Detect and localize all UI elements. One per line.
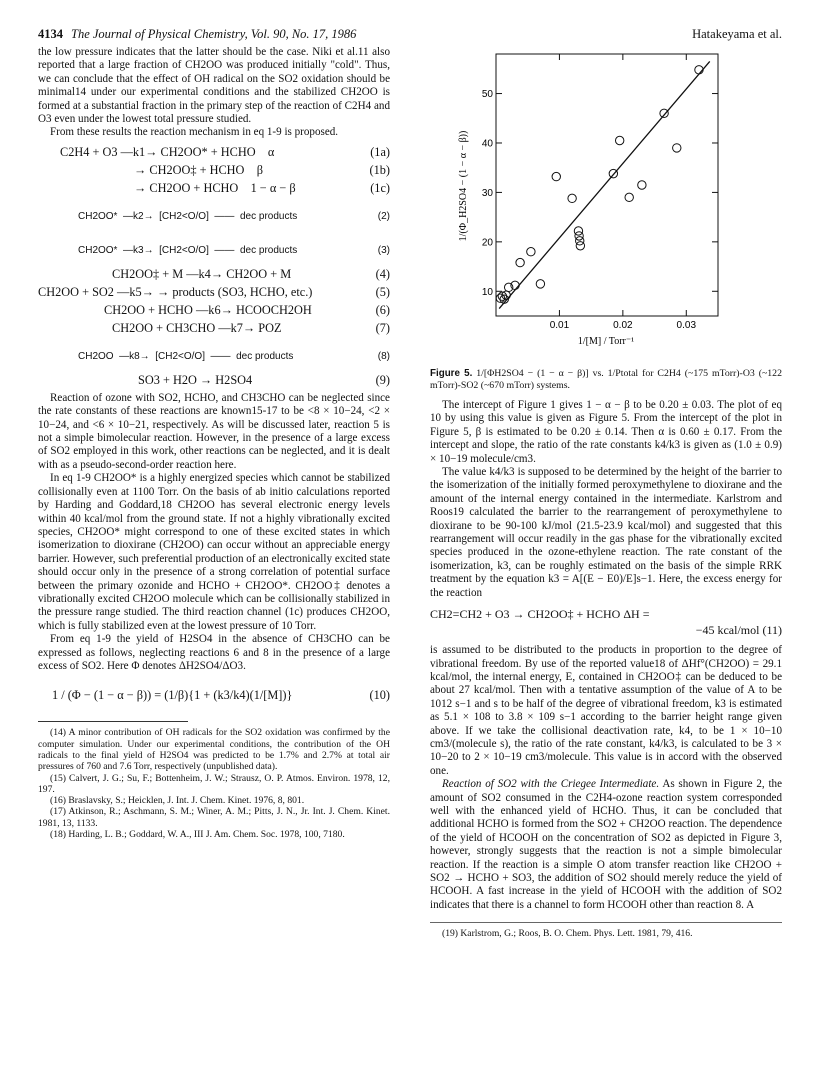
left-paragraph-1: the low pressure indicates that the latter should be the case. Niki et al.11 also reported that a large fraction of CH2OO was produced initially "cold". Thus, we can conclude that the effect of OH radical on the SO2 oxidation should be minimal14 under our experimental conditions and the stabilized CH2OO is formed at a substantial fraction in the primary step of the reaction of C2H4 and O3 even under the lowest total pressure studied. [38,46,390,126]
data-point [638,181,646,189]
y-tick-label: 20 [481,237,493,249]
header-authors: Hatakeyama et al. [692,27,782,41]
data-point [516,258,524,266]
figure-5-caption [430,368,782,391]
figure-5-plot [430,46,782,364]
y-axis-label: 1/(Φ_H2SO4 − (1 − α − β)) [458,130,469,242]
data-point [552,172,560,180]
footnote-rule [38,721,188,722]
footnote-16: (16) Braslavsky, S.; Heicklen, J. Int. J. Chem. Kinet. 1976, 8, 801. [50,795,305,807]
fit-line [499,61,710,308]
equation-9: SO3 + H2O → H2SO4 (9) [138,372,390,387]
figure-5-chart [430,46,782,364]
right-column [430,46,782,940]
right-paragraph-3: is assumed to be distributed to the products in proportion to the degree of vibrational freedom. By use of the reported value18 of ΔHf°(CH2OO) = 29.1 kcal/mol, the internal energy, E, contained in CH2OO‡ can be deduced to be about 27 kcal/mol. Then with a tentative assumption of the value of A to be 1012 s−1 and s to be half of the degree of vibrational freedom, k3 is estimated as 5.1 × 108 to 3.8 × 109 s−1 according to the barrier height range given above. If we take the collisional deactivation rate, k4, to be 1 × 10−10 cm3/(molecule s), the ratio of the rate constant, k4/k3, is calculated to be 3 × 10−20 to 2 × 10−19 cm3/molecule. This value is in accord with the observed one. [430,644,782,777]
left-paragraph-4: In eq 1-9 CH2OO* is a highly energized species which cannot be stabilized collisionally even at 1100 Torr. On the basis of ab initio calculations reported by Harding and Goddard,18 CH2OO has several electronic energy levels within 40 kcal/mol from the ground state. If not a highly vibrationally excited species, CH2OO* might correspond to one of these excited states in which isomerization to dioxirane (CH2OO) can occur without an appreciable energy barrier. However, such preferential production of an electronically excited state should occur only in the presence of a strong correlation of potential surface between the primary ozonide and HCHO + CH2OO*. CH2OO‡ denotes a vibrationally excited CH2OO molecule which can be collisionally stabilized in the pressure range studied. The third reaction channel (1c) produces CH2OO, which is fully stabilized even at the lowest pressure of 10 Torr. [38,472,390,632]
equation-3: CH2OO* —k3→ [CH2<O/O] —— dec products (3) [78,245,390,257]
equation-10: 1 / (Φ − (1 − α − β)) = (1/β){1 + (k3/k4)(1/[M])} (10) [52,687,390,702]
journal-citation: The Journal of Physical Chemistry, Vol. 90, No. 17, 1986 [71,27,357,41]
equation-1a: C2H4 + O3 —k1→ CH2OO* + HCHO α (1a) [60,144,390,159]
data-point [673,144,681,152]
right-paragraph-2: The value k4/k3 is supposed to be determined by the height of the barrier to the isomerization of the initially formed peroxymethylene to dioxirane and the amount of the internal energy contained in the intermediate. Karlstrom and Roos19 calculated the barrier to the rearrangement of peroxymethylene to dioxirane to be 90-100 kJ/mol (21.5-23.9 kcal/mol) and suggested that this rearrangement will occur readily in the gas phase for the vibrationally excited species produced in the ozone-ethylene reaction. The rate constant of the isomerization, k3, can be roughly estimated on the basis of the simple RRK treatment by the equation k3 = A[(E − E0)/E]s−1. Here, the excess energy for the reaction [430,466,782,599]
left-paragraph-3: Reaction of ozone with SO2, HCHO, and CH3CHO can be neglected since the rate constants of these reactions are known15-17 to be <8 × 10−24, <2 × 10−24, and <6 × 10−21, respectively. As will be discussed later, reaction 5 is not a simple bimolecular reaction. However, in the presence of a large excess of SO2 employed in this work, other reactions can be neglected, and it is dealt with as a pseudo-second-order reaction here. [38,391,390,471]
data-point [576,242,584,250]
left-paragraph-2: From these results the reaction mechanism in eq 1-9 is proposed. [50,126,339,139]
footnote-19: (19) Karlstrom, G.; Roos, B. O. Chem. Phys. Lett. 1981, 79, 416. [442,928,693,940]
equation-4: CH2OO‡ + M —k4→ CH2OO + M (4) [112,266,390,281]
equation-5: CH2OO + SO2 —k5→ → products (SO3, HCHO, etc.) (5) [38,284,390,299]
footnote-17: (17) Atkinson, R.; Aschmann, S. M.; Winer, A. M.; Pitts, J. N., Jr. Int. J. Chem. Kinet. 1981, 13, 1133. [38,806,390,829]
reaction-scheme [38,146,390,392]
y-tick-label: 40 [481,138,493,150]
y-tick-label: 30 [481,187,493,199]
left-column [38,46,390,840]
footnote-15: (15) Calvert, J. G.; Su, F.; Bottenheim, J. W.; Strausz, O. P. Atmos. Environ. 1978, 12, 197. [38,772,390,795]
data-point [527,248,535,256]
footnote-18: (18) Harding, L. B.; Goddard, W. A., III J. Am. Chem. Soc. 1978, 100, 7180. [50,829,345,841]
equation-1b: → CH2OO‡ + HCHO β (1b) [134,162,390,177]
x-axis-label: 1/[M] / Torr⁻¹ [577,336,635,347]
x-tick-label: 0.02 [613,320,633,331]
x-tick-label: 0.01 [549,320,570,331]
footnote-14: (14) A minor contribution of OH radicals for the SO2 oxidation was confirmed by the computer simulation. Under our experimental conditions, the contribution of the OH radicals to the final yield of H2SO4 was predicted to be 1.7% and 2.7% at total air pressures of 760 and 7.6 Torr, respectively (unpublished data). [38,727,390,773]
equation-7: CH2OO + CH3CHO —k7→ POZ (7) [112,320,390,335]
data-point [615,136,623,144]
data-point [625,193,633,201]
left-paragraph-5: From eq 1-9 the yield of H2SO4 in the absence of CH3CHO can be expressed as follows, neglecting reactions 6 and 8 in the presence of a large excess of SO2. Here Φ denotes ΔH2SO4/ΔO3. [38,633,390,672]
y-tick-label: 10 [481,286,493,298]
plot-frame [496,54,718,316]
equation-6: CH2OO + HCHO —k6→ HCOOCH2OH (6) [104,302,390,317]
data-point [660,109,668,117]
equation-8: CH2OO —k8→ [CH2<O/O] —— dec products (8) [78,351,390,363]
y-tick-label: 50 [481,89,493,101]
data-point [536,280,544,288]
caption-text: 1/[ΦH2SO4 − (1 − α − β)] vs. 1/Ptotal for C2H4 (~175 mTorr)-O3 (~122 mTorr)-SO2 (~670 mTorr) systems. [430,368,782,391]
page-number: 4134 [38,27,63,41]
equation-11: CH2=CH2 + O3 → CH2OO‡ + HCHO ΔH = −45 kcal/mol (11) [430,607,782,638]
caption-label: Figure 5. [430,368,473,379]
equation-2: CH2OO* —k2→ [CH2<O/O] —— dec products (2) [78,211,390,223]
section-heading: Reaction of SO2 with the Criegee Intermediate. [442,778,660,791]
data-point [568,194,576,202]
footnote-rule-right [430,922,782,923]
right-paragraph-4: Reaction of SO2 with the Criegee Intermediate. As shown in Figure 2, the amount of SO2 consumed in the C2H4-ozone reaction system corresponded well with the enhanced yield of HCHO. Thus, it can be concluded that additional HCHO is formed from the SO2 + CH2OO reaction. The dependence of the yield of HCOOH on the concentration of SO2 as depicted in Figure 3, however, strongly suggests that the reaction is not a simple bimolecular reaction. If the reaction is a simple O atom transfer reaction like CH2OO + SO2 → HCHO + SO3, the addition of SO2 should merely reduce the yield of HCOOH. A fast increase in the yield of HCOOH with the addition of SO2 indicates that there is a channel to form HCOOH other than reaction 8. A [430,778,783,911]
equation-1c: → CH2OO + HCHO 1 − α − β (1c) [134,180,390,195]
left-footnotes [38,727,390,840]
x-tick-label: 0.03 [676,320,697,331]
running-header [38,27,782,43]
right-paragraph-1: The intercept of Figure 1 gives 1 − α − β to be 0.20 ± 0.03. The plot of eq 10 by using this value is given as Figure 5. From the intercept of the plot in Figure 5, β is estimated to be 0.20 ± 0.14. Then α is 0.60 ± 0.17. From the intercept and slope, the ratio of the rate constants k4/k3 is given as (1.0 ± 0.9) × 10−19 molecule/cm3. [430,399,782,465]
